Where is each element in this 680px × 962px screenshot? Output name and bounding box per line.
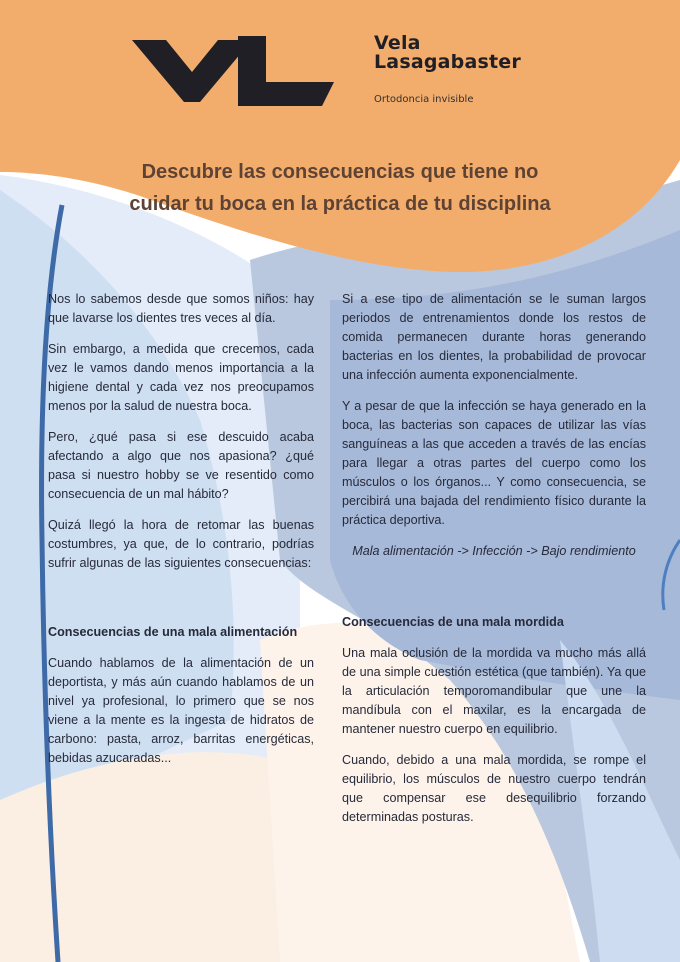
brand-tagline: Ortodoncia invisible: [374, 94, 474, 105]
right-column: [342, 290, 646, 839]
brand-name: [374, 34, 624, 72]
brand-name-line1: Vela: [374, 32, 421, 54]
section-heading-alimentacion: Consecuencias de una mala alimentación: [48, 625, 298, 639]
right-paragraph-4: Cuando, debido a una mala mordida, se rompe el equilibrio, los músculos de nuestro cuerpo tendrán que compensar ese desequilibrio forzando determinadas posturas.: [342, 753, 646, 824]
left-paragraph-1: Nos lo sabemos desde que somos niños: hay que lavarse los dientes tres veces al día.: [48, 292, 314, 325]
title-line1: Descubre las consecuencias que tiene no: [141, 161, 539, 183]
formula-text: Mala alimentación -> Infección -> Bajo rendimiento: [352, 544, 636, 558]
logo-icon: [128, 32, 334, 108]
left-paragraph-2: Sin embargo, a medida que crecemos, cada vez le vamos dando menos importancia a la higiene dental y cada vez nos preocupamos menos por la salud de nuestra boca.: [48, 342, 314, 413]
right-paragraph-3: Una mala oclusión de la mordida va mucho más allá de una simple cuestión estética (que también). Ya que la articulación temporomandibular que une la mandíbula con el maxilar, es la encargada de mantener nuestro cuerpo en equilibrio.: [342, 646, 646, 736]
page-title: [60, 156, 620, 220]
right-paragraph-2: Y a pesar de que la infección se haya generado en la boca, las bacterias son capaces de utilizar las vías sanguíneas a las que acceden a través de las encías para llegar a otras partes del cuerpo como los músculos o los órganos... Y como consecuencia, se percibirá una bajada del rendimiento físico durante la práctica deportiva.: [342, 399, 646, 527]
left-paragraph-4: Quizá llegó la hora de retomar las buenas costumbres, ya que, de lo contrario, podrías sufrir algunas de las siguientes consecuencias:: [48, 518, 314, 570]
left-paragraph-5: Cuando hablamos de la alimentación de un deportista, y más aún cuando hablamos de un nivel ya profesional, lo primero que se nos viene a la mente es la ingesta de hidratos de carbono: pasta, arroz, barritas energéticas, bebidas azucaradas...: [48, 656, 314, 765]
left-paragraph-3: Pero, ¿qué pasa si ese descuido acaba afectando a algo que nos apasiona? ¿qué pasa si nuestro hobby se ve resentido como consecuencia de un mal hábito?: [48, 430, 314, 501]
brand-name-line2: Lasagabaster: [374, 51, 521, 73]
left-column: [48, 290, 314, 780]
right-paragraph-1: Si a ese tipo de alimentación se le suman largos periodos de entrenamientos donde los restos de comida permanecen durante horas generando bacterias en los dientes, la probabilidad de provocar una infección aumenta exponencialmente.: [342, 292, 646, 382]
section-heading-mordida: Consecuencias de una mala mordida: [342, 615, 564, 629]
title-line2: cuidar tu boca en la práctica de tu disciplina: [129, 193, 551, 215]
